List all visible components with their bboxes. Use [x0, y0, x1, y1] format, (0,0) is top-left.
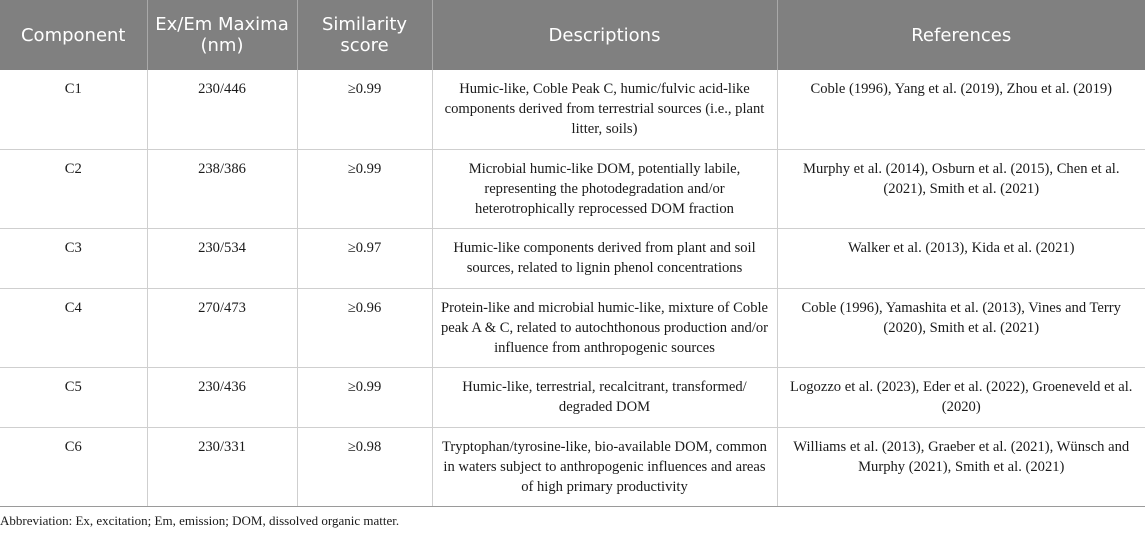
component-cell: C4 [0, 288, 147, 367]
score-cell: ≥0.97 [297, 228, 432, 288]
header-exem-maxima: Ex/Em Maxima (nm) [147, 0, 297, 70]
header-similarity-score: Similarity score [297, 0, 432, 70]
component-cell: C6 [0, 427, 147, 506]
component-cell: C3 [0, 228, 147, 288]
table-row [0, 228, 1145, 288]
component-cell: C5 [0, 367, 147, 427]
description-cell: Tryptophan/tyrosine-like, bio-available DOM, common in waters subject to anthropogenic influences and areas of high primary productivity [432, 427, 777, 506]
score-cell: ≥0.98 [297, 427, 432, 506]
table-row [0, 149, 1145, 228]
exem-cell: 230/446 [147, 70, 297, 149]
score-cell: ≥0.99 [297, 367, 432, 427]
table-header [0, 0, 1145, 70]
score-cell: ≥0.99 [297, 149, 432, 228]
header-component: Component [0, 0, 147, 70]
score-cell: ≥0.99 [297, 70, 432, 149]
references-cell: Coble (1996), Yamashita et al. (2013), Vines and Terry (2020), Smith et al. (2021) [777, 288, 1145, 367]
table-body [0, 70, 1145, 506]
exem-cell: 238/386 [147, 149, 297, 228]
score-cell: ≥0.96 [297, 288, 432, 367]
references-cell: Williams et al. (2013), Graeber et al. (2021), Wünsch and Murphy (2021), Smith et al. (2021) [777, 427, 1145, 506]
exem-cell: 270/473 [147, 288, 297, 367]
table-row [0, 288, 1145, 367]
description-cell: Protein-like and microbial humic-like, mixture of Coble peak A & C, related to autochthonous production and/or influence from anthropogenic sources [432, 288, 777, 367]
exem-cell: 230/331 [147, 427, 297, 506]
references-cell: Walker et al. (2013), Kida et al. (2021) [777, 228, 1145, 288]
table-row [0, 70, 1145, 149]
component-cell: C2 [0, 149, 147, 228]
header-descriptions: Descriptions [432, 0, 777, 70]
description-cell: Humic-like components derived from plant and soil sources, related to lignin phenol concentrations [432, 228, 777, 288]
description-cell: Humic-like, terrestrial, recalcitrant, transformed/ degraded DOM [432, 367, 777, 427]
abbreviation-footnote: Abbreviation: Ex, excitation; Em, emission; DOM, dissolved organic matter. [0, 513, 400, 528]
references-cell: Coble (1996), Yang et al. (2019), Zhou et al. (2019) [777, 70, 1145, 149]
exem-cell: 230/534 [147, 228, 297, 288]
references-cell: Murphy et al. (2014), Osburn et al. (2015), Chen et al. (2021), Smith et al. (2021) [777, 149, 1145, 228]
description-cell: Humic-like, Coble Peak C, humic/fulvic acid-like components derived from terrestrial sources (i.e., plant litter, soils) [432, 70, 777, 149]
references-cell: Logozzo et al. (2023), Eder et al. (2022), Groeneveld et al. (2020) [777, 367, 1145, 427]
component-cell: C1 [0, 70, 147, 149]
table-row [0, 427, 1145, 506]
table-row [0, 367, 1145, 427]
header-references: References [777, 0, 1145, 70]
description-cell: Microbial humic-like DOM, potentially labile, representing the photodegradation and/or heterotrophically reprocessed DOM fraction [432, 149, 777, 228]
exem-cell: 230/436 [147, 367, 297, 427]
